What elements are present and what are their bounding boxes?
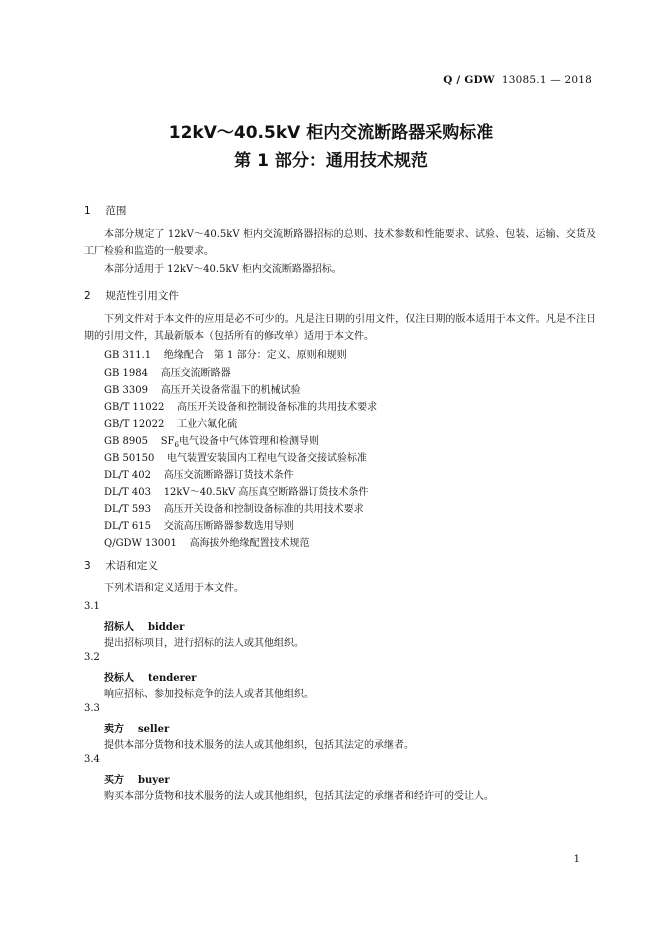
terms-intro-paragraph: 下列术语和定义适用于本文件。 xyxy=(104,583,244,594)
reference-title xyxy=(161,436,319,447)
scope-applicability: 本部分适用于 12kV～40.5kV 柜内交流断路器招标。 xyxy=(104,264,342,275)
section-number: 1 xyxy=(84,205,91,217)
reference-entry xyxy=(104,449,367,464)
term-en: bidder xyxy=(148,622,185,633)
reference-title: 绝缘配合 第 1 部分：定义、原则和规则 xyxy=(163,350,347,361)
term-zh: 买方 xyxy=(104,775,124,786)
term-definition: 提出招标项目，进行招标的法人或其他组织。 xyxy=(104,638,304,649)
term-heading xyxy=(104,771,170,786)
sf6-formula: SF xyxy=(160,436,175,447)
term-en: buyer xyxy=(138,775,170,786)
reference-entry xyxy=(104,500,364,515)
clause-number: 3.3 xyxy=(84,703,100,714)
section-title: 范围 xyxy=(105,205,127,217)
term-zh: 招标人 xyxy=(104,622,134,633)
standard-org: Q / GDW xyxy=(443,74,495,86)
reference-title: 高压开关设备常温下的机械试验 xyxy=(160,385,301,396)
reference-title: 高压开关设备和控制设备标准的共用技术要求 xyxy=(163,504,364,515)
reference-code: GB 311.1 xyxy=(104,350,152,361)
reference-entry xyxy=(104,534,310,549)
sf6-subscript: 6 xyxy=(174,441,179,449)
section-title: 规范性引用文件 xyxy=(105,290,179,302)
normative-intro-paragraph: 下列文件对于本文件的应用是必不可少的。凡是注日期的引用文件，仅注日期的版本适用于本文件。凡是不注日期的引用文件，其最新版本（包括所有的修改单）适用于本文件。 xyxy=(84,314,596,342)
reference-code: Q/GDW 13001 xyxy=(104,538,177,549)
reference-code: GB 1984 xyxy=(104,368,148,379)
section-heading-normative-refs xyxy=(84,288,179,303)
reference-title: 交流高压断路器参数选用导则 xyxy=(163,521,294,532)
reference-code: GB/T 12022 xyxy=(104,419,165,430)
term-heading xyxy=(104,720,169,735)
page-number: 1 xyxy=(573,854,580,865)
reference-code: DL/T 403 xyxy=(104,487,151,498)
standard-code-header xyxy=(443,74,592,86)
term-definition: 响应招标、参加投标竞争的法人或者其他组织。 xyxy=(104,689,314,700)
term-heading xyxy=(104,618,184,633)
reference-entry xyxy=(104,346,347,361)
reference-entry xyxy=(104,415,237,430)
section-number: 2 xyxy=(84,290,91,302)
reference-entry xyxy=(104,483,368,498)
document-title: 12kV～40.5kV 柜内交流断路器采购标准 xyxy=(168,123,494,143)
term-en: seller xyxy=(138,724,170,735)
reference-title: 工业六氟化硫 xyxy=(177,419,238,430)
clause-number: 3.1 xyxy=(84,601,100,612)
reference-entry xyxy=(104,364,231,379)
reference-title: 高压开关设备和控制设备标准的共用技术要求 xyxy=(177,402,378,413)
term-zh: 投标人 xyxy=(104,673,134,684)
section-heading-terms xyxy=(84,558,158,573)
clause-number: 3.2 xyxy=(84,652,100,663)
reference-title: 12kV～40.5kV 高压真空断路器订货技术条件 xyxy=(163,487,369,498)
scope-paragraph: 本部分规定了 12kV～40.5kV 柜内交流断路器招标的总则、技术参数和性能要求、试验、包装、运输、交货及工厂检验和监造的一般要求。 xyxy=(84,229,596,257)
reference-code: DL/T 402 xyxy=(104,470,151,481)
reference-entry xyxy=(104,381,301,396)
clause-number: 3.4 xyxy=(84,754,100,765)
section-number: 3 xyxy=(84,560,91,572)
section-title: 术语和定义 xyxy=(105,560,158,572)
document-subtitle: 第 1 部分：通用技术规范 xyxy=(234,151,428,171)
term-definition: 提供本部分货物和技术服务的法人或其他组织，包括其法定的承继者。 xyxy=(104,740,414,751)
reference-code: GB 50150 xyxy=(104,453,155,464)
reference-code: GB 8905 xyxy=(104,436,148,447)
reference-title: 高压交流断路器 xyxy=(160,368,231,379)
reference-title: 电气装置安装国内工程电气设备交接试验标准 xyxy=(167,453,368,464)
reference-code: DL/T 593 xyxy=(104,504,151,515)
reference-entry xyxy=(104,398,377,413)
reference-code: GB 3309 xyxy=(104,385,148,396)
reference-title-text: 电气设备中气体管理和检测导则 xyxy=(178,436,319,447)
term-definition: 购买本部分货物和技术服务的法人或其他组织，包括其法定的承继者和经许可的受让人。 xyxy=(104,791,494,802)
reference-title: 高压交流断路器订货技术条件 xyxy=(163,470,294,481)
standard-number: 13085.1 — 2018 xyxy=(501,74,592,86)
reference-entry xyxy=(104,432,319,449)
reference-entry xyxy=(104,466,294,481)
section-heading-scope xyxy=(84,203,126,218)
term-heading xyxy=(104,669,197,684)
reference-entry xyxy=(104,517,294,532)
reference-code: DL/T 615 xyxy=(104,521,151,532)
reference-code: GB/T 11022 xyxy=(104,402,165,413)
term-en: tenderer xyxy=(148,673,197,684)
reference-title: 高海拔外绝缘配置技术规范 xyxy=(189,538,310,549)
term-zh: 卖方 xyxy=(104,724,124,735)
